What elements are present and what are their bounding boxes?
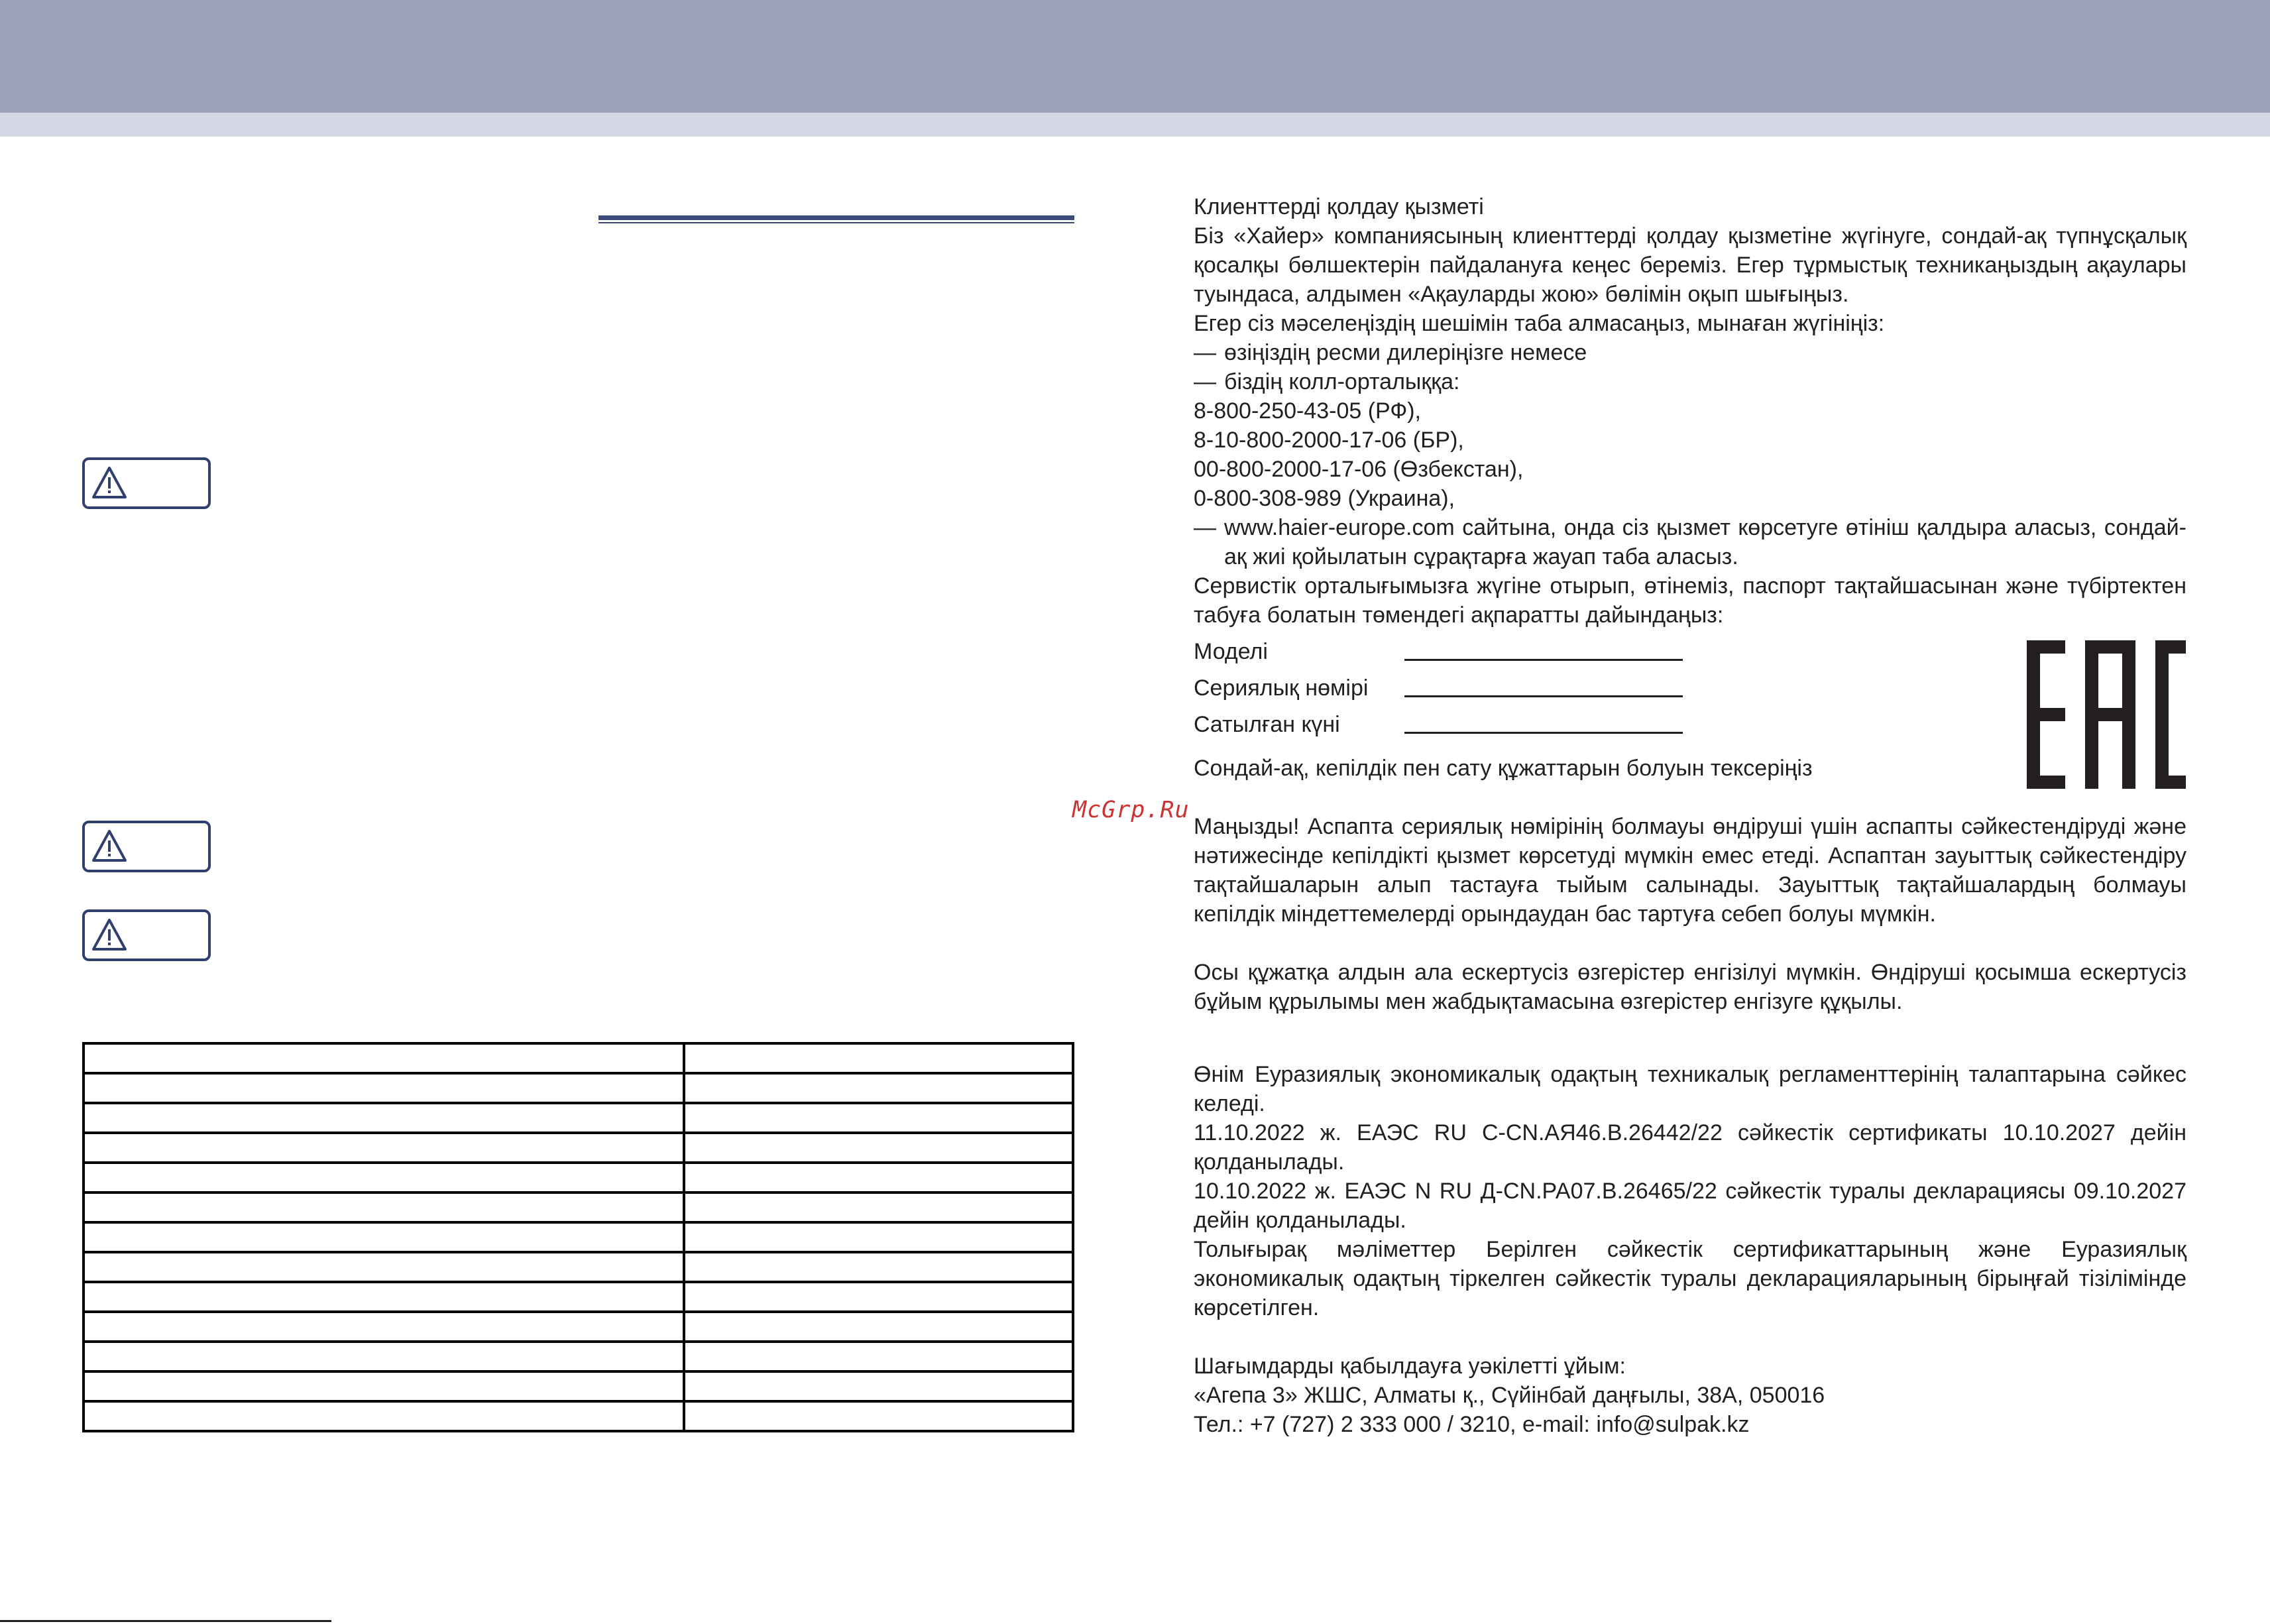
table-cell bbox=[84, 1192, 684, 1222]
warning-box bbox=[82, 821, 211, 872]
table-row bbox=[84, 1312, 1073, 1342]
warning-box bbox=[82, 909, 211, 961]
table-row bbox=[84, 1252, 1073, 1282]
eac-mark-icon bbox=[2027, 640, 2186, 789]
prepare-text: Сервистік орталығымызға жүгіне отырып, өтінеміз, паспорт тақтайшасынан және түбіртектен табуға болатын төмендегі ақпаратты дайындаңыз: bbox=[1194, 573, 2186, 628]
website-item bbox=[1194, 513, 2186, 571]
heading-underline bbox=[598, 215, 1074, 223]
dash-mark: — bbox=[1194, 340, 1216, 365]
table-row bbox=[84, 1163, 1073, 1192]
check-docs-text: Сондай-ақ, кепілдік пен сату құжаттарын болуын тексеріңіз bbox=[1194, 756, 1813, 781]
dealer-text: өзіңіздің ресми дилеріңізге немесе bbox=[1224, 340, 1587, 365]
changes-text: Осы құжатқа алдын ала ескертусіз өзгерістер енгізілуі мүмкін. Өндіруші қосымша ескертусіз бұйым құрылымы мен жабдықтамасына өзгерістер енгізуге құқылы. bbox=[1194, 960, 2186, 1014]
table-row bbox=[84, 1342, 1073, 1371]
phone-number: 0-800-308-989 (Украина), bbox=[1194, 486, 1455, 511]
compliance-certificate: 11.10.2022 ж. ЕАЭС RU C-CN.АЯ46.В.26442/22 сәйкестік сертификаты 10.10.2027 дейін қолданылады. bbox=[1194, 1120, 2186, 1175]
table-cell bbox=[684, 1192, 1073, 1222]
table-cell bbox=[684, 1043, 1073, 1073]
service-info bbox=[1194, 192, 2186, 1439]
table-cell bbox=[684, 1163, 1073, 1192]
complaints-title: Шағымдарды қабылдауға уәкілетті ұйым: bbox=[1194, 1354, 1626, 1379]
compliance-declaration: 10.10.2022 ж. ЕАЭС N RU Д-CN.РА07.В.26465/22 сәйкестік туралы декларациясы 09.10.2027 дейін қолданылады. bbox=[1194, 1179, 2186, 1233]
phone-number: 00-800-2000-17-06 (Өзбекстан), bbox=[1194, 457, 1524, 482]
table-cell bbox=[684, 1133, 1073, 1163]
table-cell bbox=[684, 1342, 1073, 1371]
table-cell bbox=[684, 1073, 1073, 1103]
phone-number: 8-800-250-43-05 (РФ), bbox=[1194, 398, 1421, 424]
table-cell bbox=[684, 1282, 1073, 1312]
phone-number: 8-10-800-2000-17-06 (БР), bbox=[1194, 428, 1464, 453]
header-band bbox=[0, 0, 2270, 113]
sale-date-label: Сатылған күні bbox=[1194, 712, 1340, 737]
service-if-not: Егер сіз мәселеңіздің шешімін таба алмасаңыз, мынаған жүгініңіз: bbox=[1194, 311, 1885, 336]
table-row bbox=[84, 1371, 1073, 1401]
warning-box bbox=[82, 457, 211, 509]
spec-table bbox=[82, 1042, 1074, 1432]
dash-mark: — bbox=[1194, 369, 1216, 394]
table-cell bbox=[84, 1073, 684, 1103]
serial-blank bbox=[1404, 675, 1683, 697]
dealer-item bbox=[1194, 338, 2186, 367]
table-cell bbox=[84, 1103, 684, 1133]
table-row bbox=[84, 1103, 1073, 1133]
serial-label: Сериялық нөмірі bbox=[1194, 675, 1369, 701]
table-cell bbox=[684, 1371, 1073, 1401]
watermark: McGrp.Ru bbox=[1072, 797, 1190, 823]
table-row bbox=[84, 1222, 1073, 1252]
table-cell bbox=[84, 1401, 684, 1431]
footer-rule bbox=[0, 1620, 331, 1622]
table-row bbox=[84, 1282, 1073, 1312]
complaints-contact: Тел.: +7 (727) 2 333 000 / 3210, e-mail: info@sulpak.kz bbox=[1194, 1412, 1750, 1437]
table-cell bbox=[84, 1163, 684, 1192]
table-cell bbox=[84, 1312, 684, 1342]
table-cell bbox=[684, 1401, 1073, 1431]
complaints-org: «Агепа 3» ЖШС, Алматы қ., Сүйінбай даңғылы, 38А, 050016 bbox=[1194, 1383, 1825, 1408]
compliance-details: Толығырақ мәліметтер Берілген сәйкестік сертификаттарының және Еуразиялық экономикалық одақтың тіркелген сәйкестік туралы декларацияларының бірыңғай тізілімінде көрсетілген. bbox=[1194, 1237, 2186, 1320]
table-cell bbox=[84, 1371, 684, 1401]
header-strip bbox=[0, 113, 2270, 137]
service-title: Клиенттерді қолдау қызметі bbox=[1194, 194, 1484, 219]
service-intro: Біз «Хайер» компаниясының клиенттерді қолдау қызметіне жүгінуге, сондай-ақ түпнұсқалық қосалқы бөлшектерін пайдалануға кеңес береміз. Егер тұрмыстық техникаңыздың ақаулары туындаса, алдымен «Ақауларды жою» бөлімін оқып шығыңыз. bbox=[1194, 223, 2186, 307]
table-cell bbox=[84, 1222, 684, 1252]
table-cell bbox=[684, 1103, 1073, 1133]
table-row bbox=[84, 1073, 1073, 1103]
warning-triangle-icon bbox=[90, 827, 129, 866]
dash-mark: — bbox=[1194, 515, 1216, 540]
table-cell bbox=[84, 1282, 684, 1312]
callcenter-item bbox=[1194, 367, 2186, 396]
sale-date-blank bbox=[1404, 712, 1683, 734]
warning-triangle-icon bbox=[90, 916, 129, 955]
table-cell bbox=[84, 1133, 684, 1163]
table-row bbox=[84, 1192, 1073, 1222]
callcenter-text: біздің колл-орталыққа: bbox=[1224, 369, 1460, 394]
table-cell bbox=[684, 1312, 1073, 1342]
table-cell bbox=[684, 1252, 1073, 1282]
important-text: Маңызды! Аспапта сериялық нөмірінің болмауы өндіруші үшін аспапты сәйкестендіруді және нәтижесінде кепілдікті қызмет көрсетуді мүмкін емес етеді. Аспаптан зауыттық сәйкестендіру тақтайшаларын алып тастауға тыйым салынады. Зауыттық тақтайшалардың болмауы кепілдік міндеттемелерді орындаудан бас тартуға себеп болуы мүмкін. bbox=[1194, 814, 2186, 927]
table-cell bbox=[684, 1222, 1073, 1252]
model-blank bbox=[1404, 639, 1683, 661]
website-text: www.haier-europe.com сайтына, онда сіз қызмет көрсетуге өтініш қалдыра аласыз, сондай-ақ жиі қойылатын сұрақтарға жауап таба аласыз. bbox=[1224, 515, 2186, 569]
model-label: Моделі bbox=[1194, 639, 1268, 664]
table-cell bbox=[84, 1043, 684, 1073]
table-row bbox=[84, 1043, 1073, 1073]
warning-triangle-icon bbox=[90, 464, 129, 502]
table-row bbox=[84, 1401, 1073, 1431]
compliance-statement: Өнім Еуразиялық экономикалық одақтың техникалық регламенттерінің талаптарына сәйкес келеді. bbox=[1194, 1062, 2186, 1116]
table-cell bbox=[84, 1342, 684, 1371]
table-row bbox=[84, 1133, 1073, 1163]
table-cell bbox=[84, 1252, 684, 1282]
